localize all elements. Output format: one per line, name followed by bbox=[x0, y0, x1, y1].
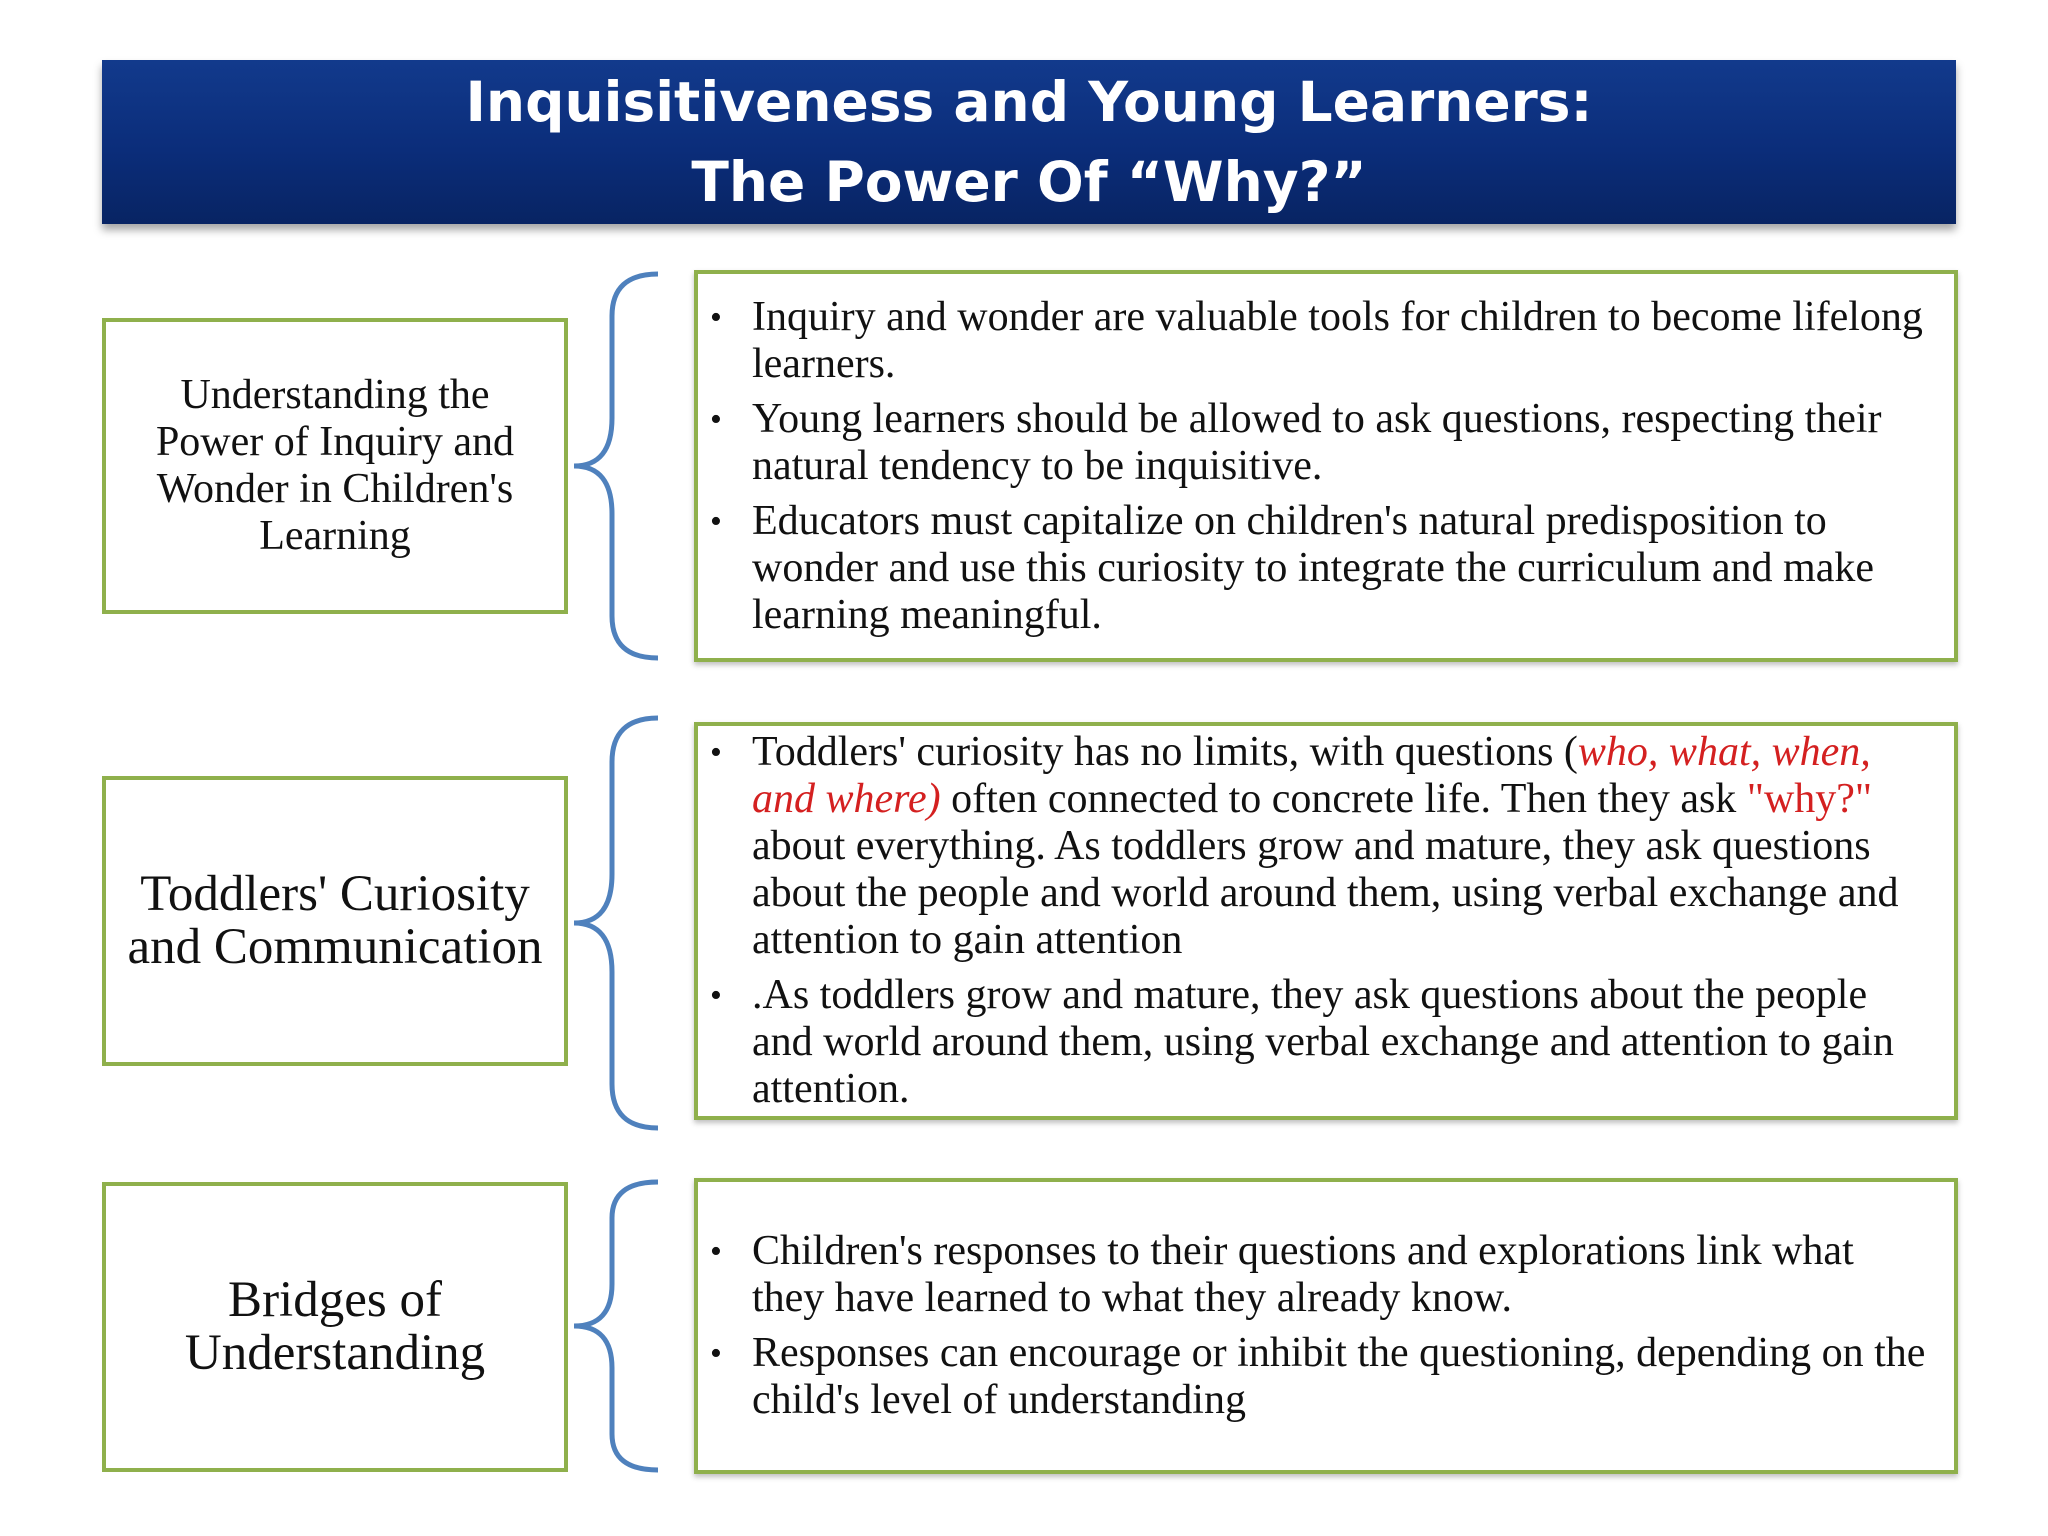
bullet-text: Children's responses to their questions and explorations link what they have learned to what they already know. bbox=[752, 1228, 1854, 1321]
bullet-marker: • bbox=[710, 1335, 722, 1372]
detail-box-bridges-understanding bbox=[694, 1178, 1958, 1474]
title-banner bbox=[102, 60, 1956, 224]
bullet-text: Inquiry and wonder are valuable tools for children to become lifelong learners. bbox=[752, 293, 1923, 387]
title-line-1: Inquisitiveness and Young Learners: bbox=[465, 70, 1593, 134]
detail-box-toddlers-curiosity bbox=[694, 722, 1958, 1120]
brace-connector bbox=[568, 712, 668, 1134]
bullet-item bbox=[710, 497, 1936, 639]
bullet-item bbox=[710, 293, 1936, 388]
brace-connector bbox=[568, 268, 668, 664]
bullet-list bbox=[698, 1228, 1954, 1424]
bullet-marker: • bbox=[710, 298, 722, 336]
bullet-marker: • bbox=[710, 734, 722, 771]
bullet-list bbox=[698, 729, 1954, 1113]
bullet-item bbox=[710, 729, 1936, 964]
bullet-item bbox=[710, 1228, 1936, 1322]
topic-box-toddlers-curiosity bbox=[102, 776, 568, 1066]
why-highlight: "why?" bbox=[1746, 776, 1873, 822]
bullet-marker: • bbox=[710, 977, 722, 1014]
bullet-item bbox=[710, 395, 1936, 490]
bullet-text: Young learners should be allowed to ask questions, respecting their natural tendency to be inquisitive. bbox=[752, 395, 1882, 489]
topic-box-bridges-understanding bbox=[102, 1182, 568, 1472]
bullet-text: Toddlers' curiosity has no limits, with questions ( bbox=[752, 729, 1578, 775]
topic-label: Toddlers' Curiosity and Communication bbox=[127, 866, 543, 975]
question-words-highlight: who, what, when, and where) bbox=[752, 729, 1871, 822]
bullet-marker: • bbox=[710, 400, 722, 438]
topic-label: Bridges of Understanding bbox=[184, 1272, 486, 1381]
brace-connector bbox=[568, 1176, 668, 1476]
bullet-marker: • bbox=[710, 502, 722, 540]
title-line-2: The Power Of “Why?” bbox=[691, 150, 1367, 214]
bullet-text: about everything. As toddlers grow and mature, they ask questions about the people and world around them, using verbal exchange and attention to gain attention bbox=[752, 823, 1899, 963]
bullet-list bbox=[698, 294, 1954, 639]
bullet-marker: • bbox=[710, 1233, 722, 1270]
topic-label: Understanding the Power of Inquiry and Wonder in Children's Learning bbox=[155, 372, 515, 559]
topic-box-inquiry-wonder bbox=[102, 318, 568, 614]
bullet-item bbox=[710, 1330, 1936, 1424]
bullet-text: .As toddlers grow and mature, they ask questions about the people and world around them, using verbal exchange and attention to gain attention. bbox=[752, 972, 1894, 1112]
bullet-text: Responses can encourage or inhibit the questioning, depending on the child's level of understanding bbox=[752, 1330, 1926, 1423]
bullet-text: often connected to concrete life. Then they ask bbox=[940, 776, 1747, 822]
bullet-item bbox=[710, 972, 1936, 1113]
detail-box-inquiry-wonder bbox=[694, 270, 1958, 662]
bullet-text: Educators must capitalize on children's natural predisposition to wonder and use this curiosity to integrate the curriculum and make learning meaningful. bbox=[752, 497, 1875, 638]
